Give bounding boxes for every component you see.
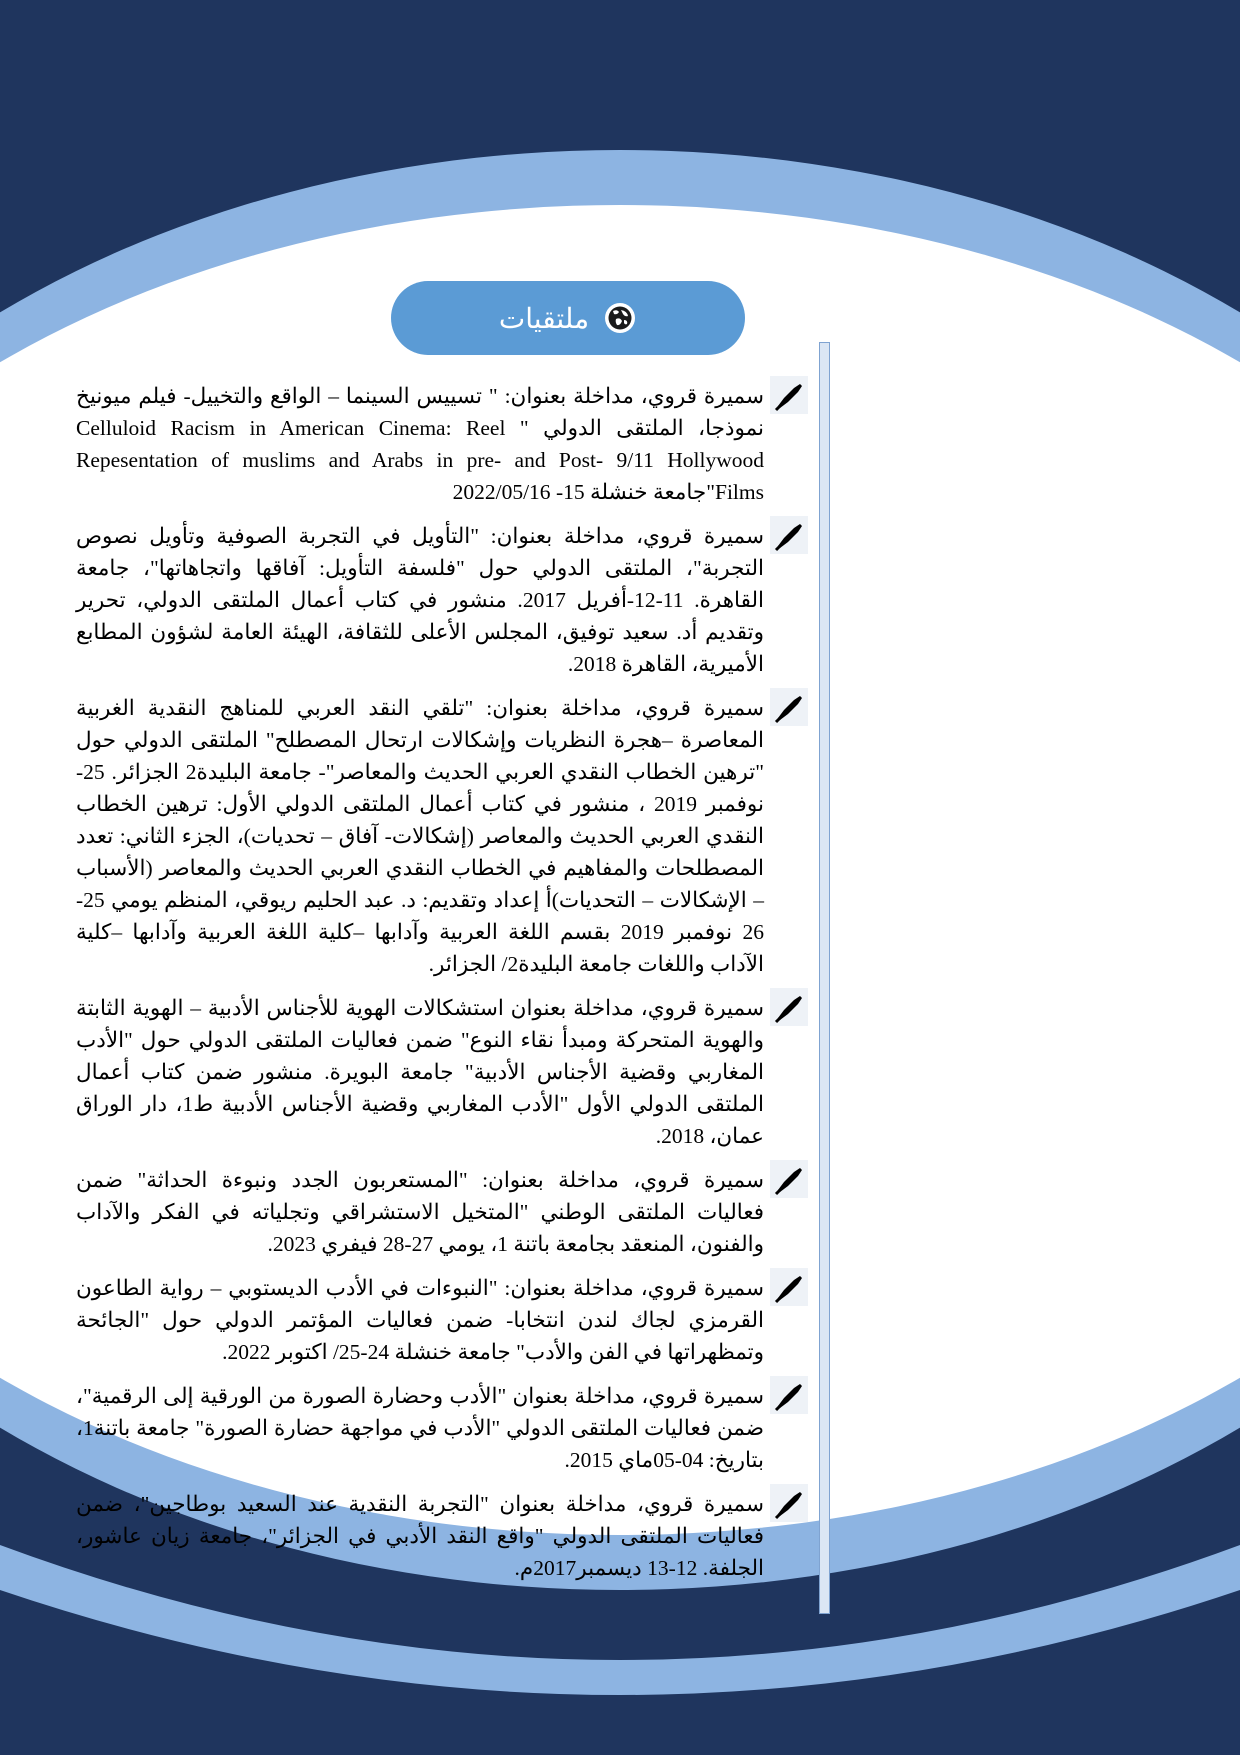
pen-icon	[770, 1484, 808, 1522]
list-item	[76, 1488, 766, 1584]
list-item	[76, 1272, 766, 1368]
pen-icon	[770, 1160, 808, 1198]
list-item	[76, 692, 766, 980]
entry-text: سميرة قروي، مداخلة بعنوان: " تسييس السينما – الواقع والتخييل- فيلم ميونيخ نموذجا، الملتقى الدولي " Celluloid Racism in American Cinema: Reel Repesentation of muslims and Arabs in pre- and Post- 9/11 Hollywood Films"جامعة خنشلة 15- 2022/05/16	[76, 384, 765, 504]
entry-text: سميرة قروي، مداخلة بعنوان: "النبوءات في الأدب الديستوبي – رواية الطاعون القرمزي لجاك لندن انتخابا- ضمن فعاليات المؤتمر الدولي حول "الجائحة وتمظهراتها في الفن والأدب" جامعة خنشلة 24-25/ اكتوبر 2022.	[76, 1276, 764, 1364]
entry-text: سميرة قروي، مداخلة بعنوان: "التأويل في التجربة الصوفية وتأويل نصوص التجربة"، الملتقى الدولي حول "فلسفة التأويل: آفاقها واتجاهاتها"، جامعة القاهرة. 11-12-أفريل 2017. منشور في كتاب أعمال الملتقى الدولي، تحرير وتقديم أد. سعيد توفيق، المجلس الأعلى للثقافة، الهيئة العامة لشؤون المطابع الأميرية، القاهرة 2018.	[76, 524, 764, 676]
list-item	[76, 992, 766, 1152]
pen-icon	[770, 688, 808, 726]
entry-text: سميرة قروي، مداخلة بعنوان: "تلقي النقد العربي للمناهج النقدية الغربية المعاصرة –هجرة النظريات وإشكالات ارتحال المصطلح" الملتقى الدولي حول "ترهين الخطاب النقدي العربي الحديث والمعاصر"- جامعة البليدة2 الجزائر. 25-نوفمبر 2019 ، منشور في كتاب أعمال الملتقى الدولي الأول: ترهين الخطاب النقدي العربي الحديث والمعاصر (إشكالات- آفاق – تحديات)، الجزء الثاني: تعدد المصطلحات والمفاهيم في الخطاب النقدي العربي الحديث والمعاصر (الأسباب – الإشكالات – التحديات)أ إعداد وتقديم: د. عبد الحليم ريوقي، المنظم يومي 25-26 نوفمبر 2019 بقسم اللغة العربية وآدابها –كلية اللغة العربية وآدابها –كلية الآداب واللغات جامعة البليدة2/ الجزائر.	[76, 696, 764, 976]
entry-text: سميرة قروي، مداخلة بعنوان: "المستعربون الجدد ونبوءة الحداثة" ضمن فعاليات الملتقى الوطني "المتخيل الاستشراقي وتجلياته في الفكر والآداب والفنون، المنعقد بجامعة باتنة 1، يومي 27-28 فيفري 2023.	[76, 1168, 764, 1256]
globe-icon	[603, 301, 637, 335]
conference-list	[76, 380, 766, 1596]
vertical-divider-bar	[819, 342, 830, 1614]
section-title: ملتقيات	[498, 301, 590, 335]
pen-icon	[770, 1376, 808, 1414]
list-item	[76, 520, 766, 680]
list-item	[76, 1164, 766, 1260]
entry-text: سميرة قروي، مداخلة بعنوان "التجربة النقدية عند السعيد بوطاجين"، ضمن فعاليات الملتقى الدولي "واقع النقد الأدبي في الجزائر"، جامعة زيان عاشور، الجلفة. 12-13 ديسمبر2017م.	[76, 1492, 764, 1580]
pen-icon	[770, 516, 808, 554]
list-item	[76, 1380, 766, 1476]
entry-text: سميرة قروي، مداخلة بعنوان "الأدب وحضارة الصورة من الورقية إلى الرقمية"، ضمن فعاليات الملتقى الدولي "الأدب في مواجهة حضارة الصورة" جامعة باتنة1، بتاريخ: 04-05ماي 2015.	[76, 1384, 764, 1472]
pen-icon	[770, 376, 808, 414]
entry-text: سميرة قروي، مداخلة بعنوان استشكالات الهوية للأجناس الأدبية – الهوية الثابتة والهوية المتحركة ومبدأ نقاء النوع" ضمن فعاليات الملتقى الدولي حول "الأدب المغاربي وقضية الأجناس الأدبية" جامعة البويرة. منشور ضمن كتاب أعمال الملتقى الدولي الأول "الأدب المغاربي وقضية الأجناس الأدبية ط1، دار الوراق عمان، 2018.	[76, 996, 764, 1148]
pen-icon	[770, 988, 808, 1026]
list-item	[76, 380, 766, 508]
pen-icon	[770, 1268, 808, 1306]
section-header	[391, 281, 745, 355]
